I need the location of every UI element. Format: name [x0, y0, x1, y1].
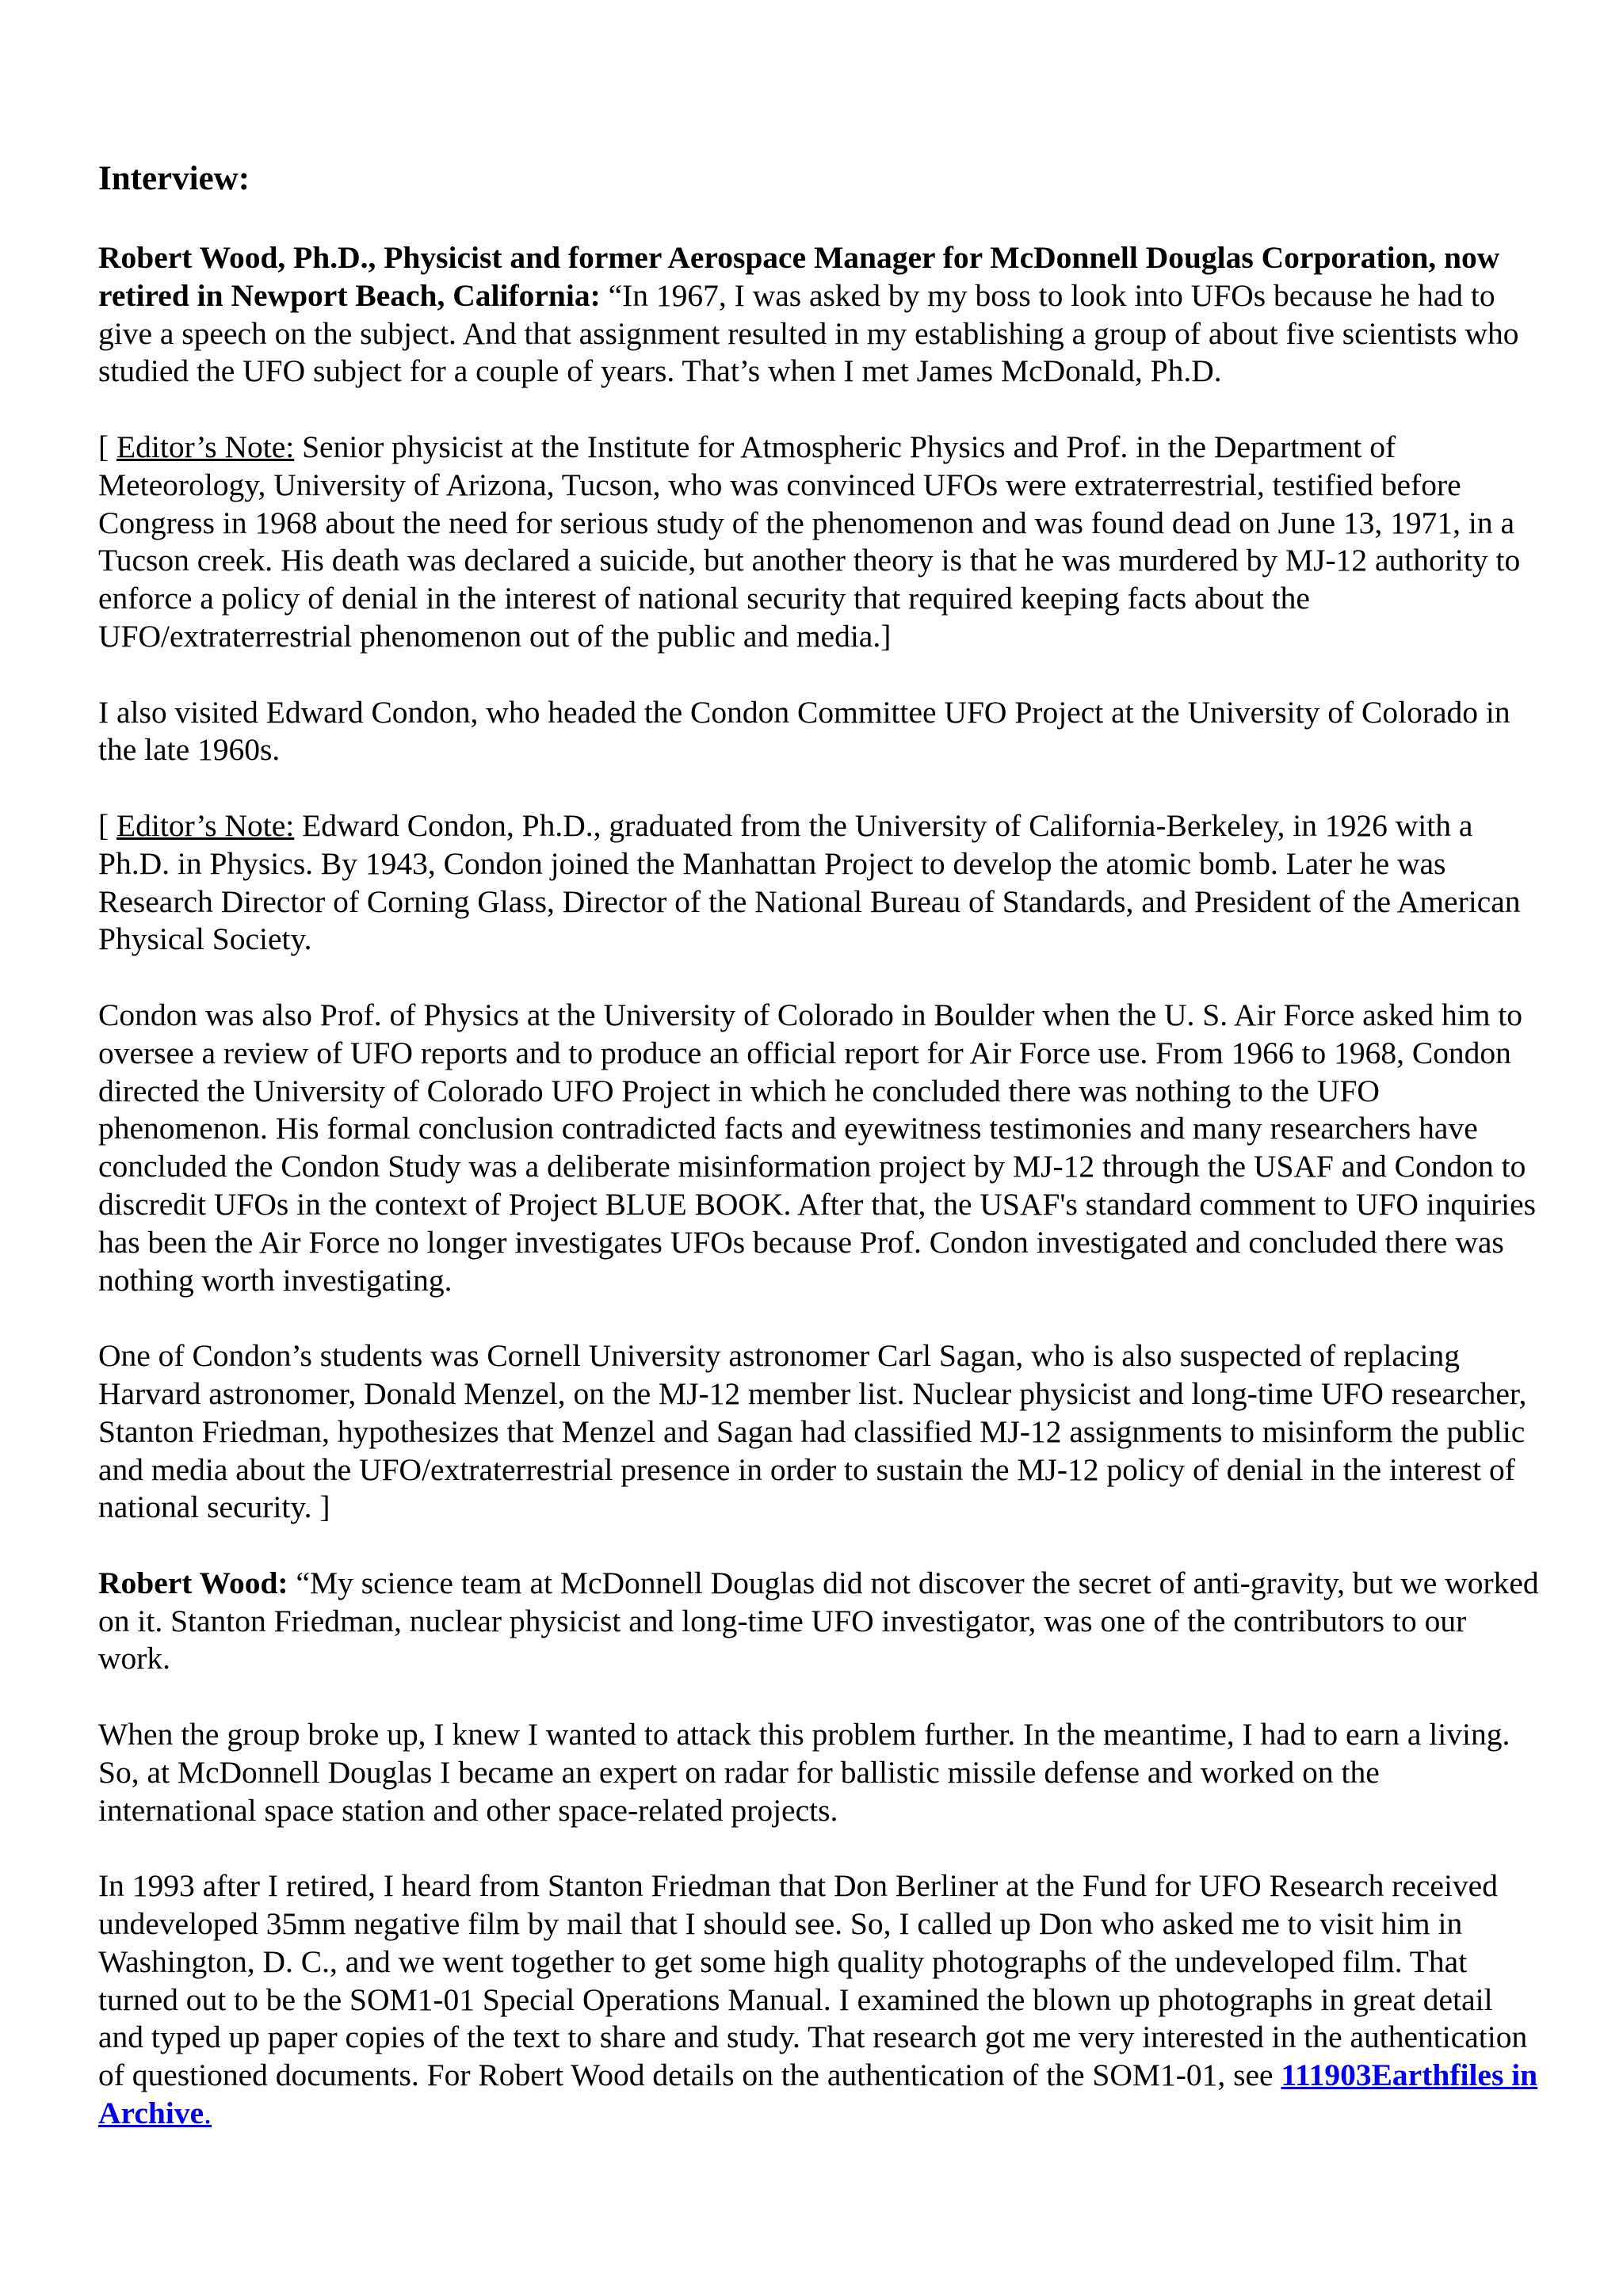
paragraph-text: Senior physicist at the Institute for Atmospheric Physics and Prof. in the Department of Meteorology, University of Arizona, Tucson, who was convinced UFOs were extraterrestrial, testified before Congress in 1968 about the need for serious study of the phenomenon and was found dead on June 13, 1971, in a Tucson creek. His death was declared a suicide, but another theory is that he was murdered by MJ-12 authority to enforce a policy of denial in the interest of national security that required keeping facts about the UFO/extraterrestrial phenomenon out of the public and media.] [98, 429, 1521, 654]
bracket-prefix: [ [98, 429, 117, 464]
paragraph-text: Edward Condon, Ph.D., graduated from the University of California-Berkeley, in 1926 with a Ph.D. in Physics. By 1943, Condon joined the Manhattan Project to develop the atomic bomb. Later he was Research Director of Corning Glass, Director of the National Bureau of Standards, and President of the American Physical Society. [98, 807, 1521, 957]
editors-note-mcdonald [98, 429, 1541, 656]
editors-note-condon [98, 807, 1541, 959]
document-page [98, 158, 1541, 2171]
page-heading: Interview: [98, 160, 250, 197]
paragraph-text: “My science team at McDonnell Douglas did not discover the secret of anti-gravity, but we worked on it. Stanton Friedman, nuclear physicist and long-time UFO investigator, was one of the contributors to our work. [98, 1565, 1539, 1676]
archive-link[interactable]: 111903Earthfiles in Archive [98, 2058, 1538, 2131]
paragraph-group-broke-up: When the group broke up, I knew I wanted to attack this problem further. In the meantime, I had to earn a living. So, at McDonnell Douglas I became an expert on radar for ballistic missile defense and worked on the international space station and other space-related projects. [98, 1717, 1510, 1828]
bracket-prefix: [ [98, 807, 117, 843]
paragraph-text: In 1993 after I retired, I heard from Stanton Friedman that Don Berliner at the Fund for UFO Research received undeveloped 35mm negative film by mail that I should see. So, I called up Don who asked me to visit him in Washington, D. C., and we went together to get some high quality photographs of the undeveloped film. That turned out to be the SOM1-01 Special Operations Manual. I examined the blown up photographs in great detail and typed up paper copies of the text to share and study. That research got me very interested in the authentication of questioned documents. For Robert Wood details on the authentication of the SOM1-01, see [98, 1868, 1528, 2093]
speaker-label: Robert Wood: [98, 1565, 288, 1600]
editors-note-label: Editor’s Note: [116, 429, 295, 464]
paragraph-condon-study: Condon was also Prof. of Physics at the University of Colorado in Boulder when the U. S. Air Force asked him to oversee a review of UFO reports and to produce an official report for Air Force use. From 1966 to 1968, Condon directed the University of Colorado UFO Project in which he concluded there was nothing to the UFO phenomenon. His formal conclusion contradicted facts and eyewitness testimonies and many researchers have concluded the Condon Study was a deliberate misinformation project by MJ-12 through the USAF and Condon to discredit UFOs in the context of Project BLUE BOOK. After that, the USAF's standard comment to UFO inquiries has been the Air Force no longer investigates UFOs because Prof. Condon investigated and concluded there was nothing worth investigating. [98, 997, 1537, 1298]
paragraph-sagan: One of Condon’s students was Cornell University astronomer Carl Sagan, who is also suspected of replacing Harvard astronomer, Donald Menzel, on the MJ-12 member list. Nuclear physicist and long-time UFO researcher, Stanton Friedman, hypothesizes that Menzel and Sagan had classified MJ-12 assignments to misinform the public and media about the UFO/extraterrestrial presence in order to sustain the MJ-12 policy of denial in the interest of national security. ] [98, 1338, 1527, 1525]
paragraph-text: “In 1967, I was asked by my boss to look into UFOs because he had to give a speech on the subject. And that assignment resulted in my establishing a group of about five scientists who studied the UFO subject for a couple of years. That’s when I met James McDonald, Ph.D. [98, 277, 1519, 389]
paragraph-intro [98, 239, 1541, 391]
speaker-label: Robert Wood, Ph.D., Physicist and former Aerospace Manager for McDonnell Douglas Corporation, now retired in Newport Beach, California: [98, 240, 1500, 313]
editors-note-label: Editor’s Note: [116, 807, 295, 843]
paragraph-science-team [98, 1565, 1541, 1678]
link-suffix: . [204, 2096, 212, 2131]
paragraph-som1-01 [98, 1867, 1541, 2133]
paragraph-condon-visit: I also visited Edward Condon, who headed the Condon Committee UFO Project at the University of Colorado in the late 1960s. [98, 694, 1510, 768]
